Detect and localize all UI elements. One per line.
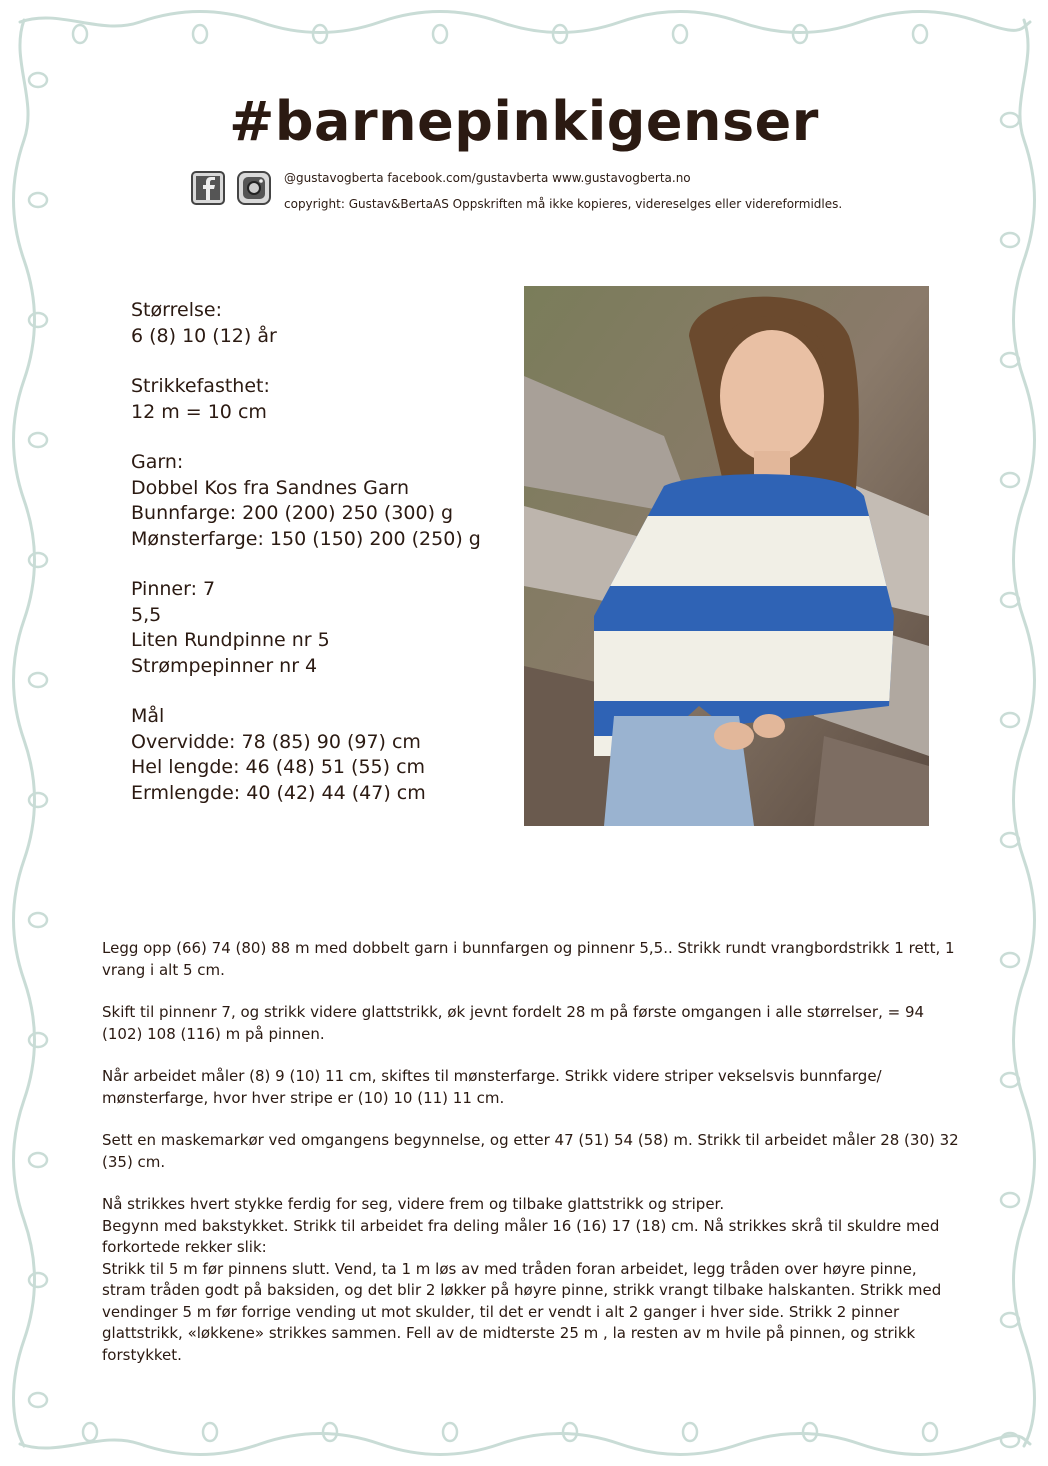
product-photo — [524, 286, 929, 826]
meta-info — [284, 170, 842, 222]
gauge-value: 12 m = 10 cm — [131, 400, 267, 423]
social-icons — [190, 170, 272, 206]
sweater-photo-illustration — [524, 286, 929, 826]
instruction-paragraph: Nå strikkes hvert stykke ferdig for seg, videre frem og tilbake glattstrikk og striper. — [102, 1195, 725, 1213]
needles-label: Pinner: 7 — [131, 578, 216, 600]
yarn-label: Garn: — [131, 451, 184, 473]
measure-block — [131, 704, 491, 806]
gauge-block — [131, 374, 491, 425]
needles-circular: Liten Rundpinne nr 5 — [131, 629, 330, 651]
size-value: 6 (8) 10 (12) år — [131, 324, 277, 347]
instruction-paragraph: Når arbeidet måler (8) 9 (10) 11 cm, skiftes til mønsterfarge. Strikk videre striper vekselsvis bunnfarge/ mønsterfarge, hvor hver stripe er (10) 10 (11) 11 cm. — [102, 1067, 882, 1107]
size-block — [131, 298, 491, 349]
facebook-icon[interactable] — [190, 170, 226, 206]
gauge-label: Strikkefasthet: — [131, 375, 270, 397]
measure-chest: Overvidde: 78 (85) 90 (97) cm — [131, 730, 421, 753]
measure-label: Mål — [131, 705, 165, 727]
pattern-instructions — [102, 938, 962, 1366]
pattern-specs — [131, 298, 491, 831]
measure-sleeve: Ermlengde: 40 (42) 44 (47) cm — [131, 781, 426, 804]
yarn-block — [131, 450, 491, 552]
instruction-paragraph: Skift til pinnenr 7, og strikk videre glattstrikk, øk jevnt fordelt 28 m på første omgangen i alle størrelser, = 94 (102) 108 (116) m på pinnen. — [102, 1003, 925, 1043]
needles-block — [131, 577, 491, 679]
instruction-paragraph: Strikk til 5 m før pinnens slutt. Vend, ta 1 m løs av med tråden foran arbeidet, legg tråden over høyre pinne, stram tråden godt på baksiden, og det blir 2 løkker på høyre pinne, strikk vrangt tilbake halskanten. Strikk med vendinger 5 m før forrige vending ut mot skulder, til det er vendt i alt 2 ganger i hver side. Strikk 2 pinner glattstrikk, «løkkene» strikkes sammen. Fell av de midterste 25 m , la resten av m hvile på pinnen, og strikk forstykket. — [102, 1259, 942, 1364]
yarn-pattern-color: Mønsterfarge: 150 (150) 200 (250) g — [131, 527, 481, 550]
instagram-icon[interactable] — [236, 170, 272, 206]
copyright-notice: copyright: Gustav&BertaAS Oppskriften må ikke kopieres, videreselges eller videreformidles. — [284, 197, 843, 211]
size-label: Størrelse: — [131, 299, 222, 321]
instruction-paragraph: Sett en maskemarkør ved omgangens begynnelse, og etter 47 (51) 54 (58) m. Strikk til arbeidet måler 28 (30) 32 (35) cm. — [102, 1131, 959, 1171]
instruction-paragraph: Begynn med bakstykket. Strikk til arbeidet fra deling måler 16 (16) 17 (18) cm. Nå strikkes skrå til skuldre med forkortede rekker slik: — [102, 1216, 940, 1256]
needles-dpn: Strømpepinner nr 4 — [131, 654, 318, 677]
instruction-paragraph: Legg opp (66) 74 (80) 88 m med dobbelt garn i bunnfargen og pinnenr 5,5.. Strikk rundt vrangbordstrikk 1 rett, 1 vrang i alt 5 cm. — [102, 939, 955, 979]
needles-size: 5,5 — [131, 603, 162, 626]
yarn-name: Dobbel Kos fra Sandnes Garn — [131, 476, 410, 499]
page-title: #barnepinkigenser — [229, 90, 819, 153]
yarn-base-color: Bunnfarge: 200 (200) 250 (300) g — [131, 502, 454, 524]
social-handles: @gustavogberta facebook.com/gustavberta www.gustavogberta.no — [284, 171, 691, 185]
measure-length: Hel lengde: 46 (48) 51 (55) cm — [131, 756, 426, 778]
